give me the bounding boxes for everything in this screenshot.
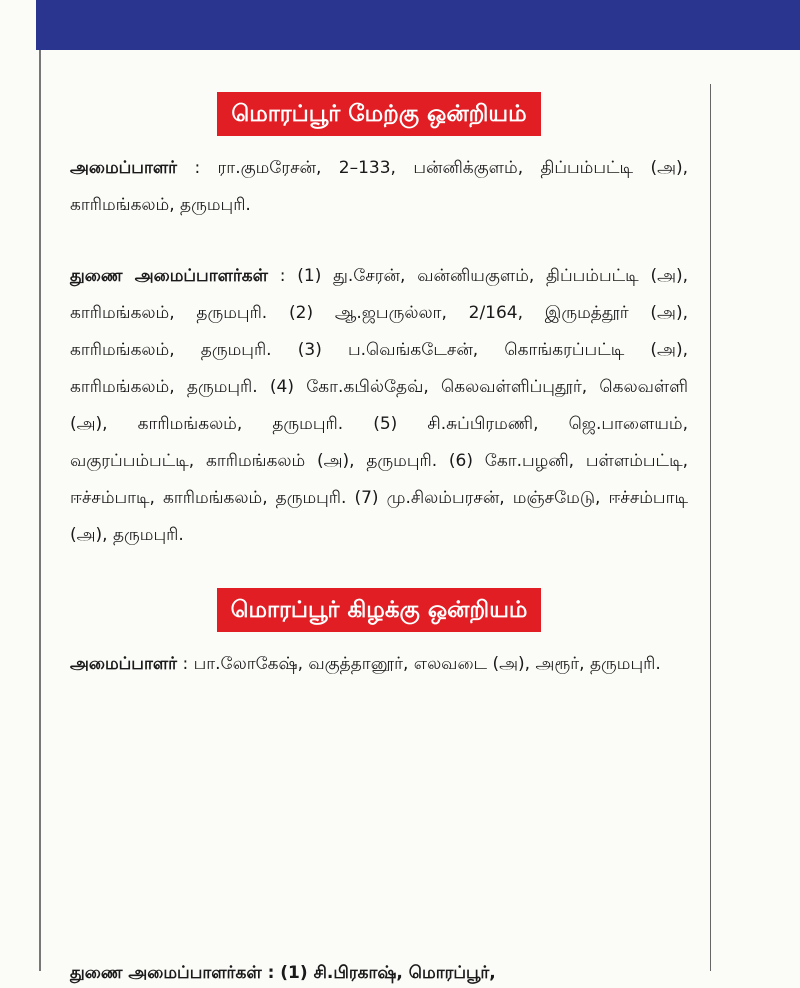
organizer-text: : பா.லோகேஷ், வகுத்தானூர், எலவடை (அ), அரூர், தருமபுரி. <box>177 654 661 674</box>
column-divider <box>710 84 711 971</box>
organizer-paragraph-west <box>70 150 688 224</box>
left-border <box>39 50 41 971</box>
deputy-label: துணை அமைப்பாளர்கள் <box>70 266 269 286</box>
deputy-paragraph-west <box>70 258 688 554</box>
cropped-bottom-line: துணை அமைப்பாளர்கள் : (1) சி.பிரகாஷ், மொரப்பூர், <box>70 963 496 983</box>
organizer-label: அமைப்பாளர் <box>70 654 178 674</box>
header-band <box>36 0 800 50</box>
organizer-label: அமைப்பாளர் <box>70 158 178 178</box>
organizer-text: : ரா.குமரேசன், 2–133, பன்னிக்குளம், திப்பம்பட்டி (அ), காரிமங்கலம், தருமபுரி. <box>70 158 688 215</box>
section-heading-west: மொரப்பூர் மேற்கு ஒன்றியம் <box>217 92 540 136</box>
main-column <box>70 92 688 683</box>
deputy-text: : (1) து.சேரன், வன்னியகுளம், திப்பம்பட்டி (அ), காரிமங்கலம், தருமபுரி. (2) ஆ.ஜபருல்லா, 2/164, இருமத்தூர் (அ), காரிமங்கலம், தருமபுரி. (3) ப.வெங்கடேசன், கொங்கரப்பட்டி (அ), காரிமங்கலம், தருமபுரி. (4) கோ.கபில்தேவ், கெலவள்ளிப்புதூர், கெலவள்ளி (அ), காரிமங்கலம், தருமபுரி. (5) சி.சுப்பிரமணி, ஜெ.பாளையம், வகுரப்பம்பட்டி, காரிமங்கலம் (அ), தருமபுரி. (6) கோ.பழனி, பள்ளம்பட்டி, ஈச்சம்பாடி, காரிமங்கலம், தருமபுரி. (7) மு.சிலம்பரசன், மஞ்சமேடு, ஈச்சம்பாடி (அ), தருமபுரி. <box>70 266 688 545</box>
organizer-paragraph-east <box>70 646 688 683</box>
section-heading-east: மொரப்பூர் கிழக்கு ஒன்றியம் <box>217 588 542 632</box>
